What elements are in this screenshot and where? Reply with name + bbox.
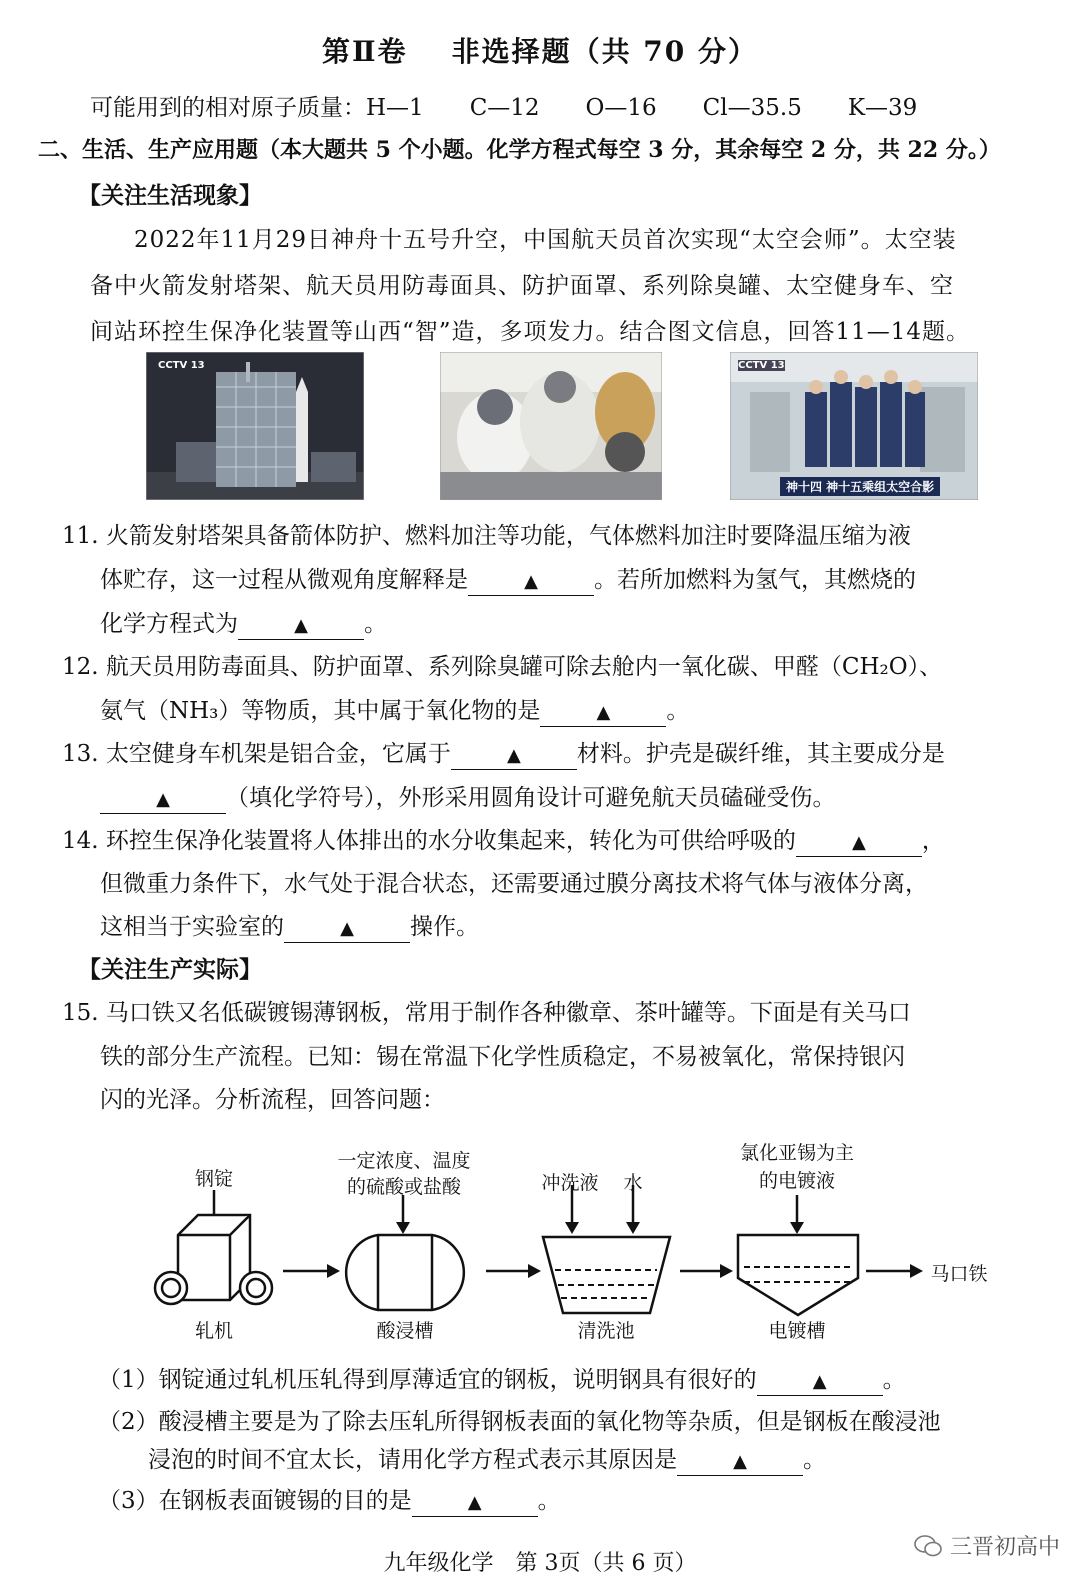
flow-input-plating-line2: 的电镀液 — [758, 1170, 835, 1192]
answer-blank-14a[interactable]: ▲ — [796, 828, 922, 857]
answer-blank-13a[interactable]: ▲ — [451, 741, 577, 770]
q15-line-2: 铁的部分生产流程。已知：锡在常温下化学性质稳定，不易被氧化，常保持银闪 — [100, 1044, 905, 1070]
flow-input-steel-ingot: 钢锭 — [194, 1168, 233, 1190]
photo-launch-tower — [146, 352, 364, 500]
intro-line-3: 间站环控生保净化装置等山西“智”造，多项发力。结合图文信息，回答11—14题。 — [90, 319, 971, 345]
intro-line-1: 2022年11月29日神舟十五号升空，中国航天员首次实现“太空会师”。太空装 — [134, 227, 957, 253]
process-flow-diagram — [0, 1130, 1080, 1360]
q14-line-2: 但微重力条件下，水气处于混合状态，还需要通过膜分离技术将气体与液体分离， — [100, 871, 928, 897]
intro-line-2: 备中火箭发射塔架、航天员用防毒面具、防护面罩、系列除臭罐、太空健身车、空 — [90, 273, 954, 299]
photo-caption: 神十四 神十五乘组太空合影 — [780, 477, 940, 496]
flow-input-water: 水 — [623, 1172, 643, 1194]
flow-output-tinplate: 马口铁 — [930, 1263, 988, 1285]
q11-line-3: 化学方程式为 ▲ 。 — [100, 608, 387, 640]
photo-crew-group — [730, 352, 978, 500]
answer-blank-15-1[interactable]: ▲ — [757, 1367, 883, 1396]
page-footer: 九年级化学 第 3页（共 6 页） — [383, 1551, 697, 1576]
answer-blank-13b[interactable]: ▲ — [100, 785, 226, 814]
section-title — [0, 30, 1080, 70]
q13-line-1: 13. 太空健身车机架是铝合金，它属于 ▲ 材料。护壳是碳纤维，其主要成分是 — [62, 738, 945, 770]
sub1-line: （1）钢锭通过轧机压轧得到厚薄适宜的钢板，说明钢具有很好的 ▲ 。 — [98, 1364, 906, 1396]
section2-header: 二、生活、生产应用题（本大题共 5 个小题。化学方程式每空 3 分，其余每空 2 分，共 22 分。） — [38, 137, 1001, 163]
plating-tank-icon — [738, 1235, 858, 1315]
q13-line-2: ▲ （填化学符号），外形采用圆角设计可避免航天员磕碰受伤。 — [100, 782, 836, 814]
answer-blank-11a[interactable]: ▲ — [468, 567, 594, 596]
flow-input-acid-line2: 的硫酸或盐酸 — [346, 1176, 461, 1198]
flow-unit-plating-tank: 电镀槽 — [768, 1320, 826, 1342]
photo-astronauts-cabin — [440, 352, 662, 500]
title-part1: 第Ⅱ卷 — [321, 35, 408, 68]
sub2-line-1: （2）酸浸槽主要是为了除去压轧所得钢板表面的氧化物等杂质，但是钢板在酸浸池 — [98, 1409, 941, 1435]
q15-line-1: 15. 马口铁又名低碳镀锡薄钢板，常用于制作各种徽章、茶叶罐等。下面是有关马口 — [62, 1000, 911, 1026]
flow-unit-rolling-mill: 轧机 — [194, 1320, 233, 1342]
q12-line-1: 12. 航天员用防毒面具、防护面罩、系列除臭罐可除去舱内一氧化碳、甲醛（CH₂O）、 — [62, 654, 943, 680]
title-part2: 非选择题（共 70 分） — [451, 35, 759, 68]
sub3-line: （3）在钢板表面镀锡的目的是 ▲ 。 — [98, 1485, 561, 1517]
atomic-mass-line: 可能用到的相对原子质量：H—1 C—12 O—16 Cl—35.5 K—39 — [90, 95, 918, 121]
q11-line-2: 体贮存，这一过程从微观角度解释是 ▲ 。若所加燃料为氢气，其燃烧的 — [100, 564, 916, 596]
answer-blank-14b[interactable]: ▲ — [284, 914, 410, 943]
flow-unit-acid-tank: 酸浸槽 — [376, 1320, 434, 1342]
q15-line-3: 闪的光泽。分析流程，回答问题： — [100, 1087, 445, 1113]
sub2-line-2: 浸泡的时间不宜太长，请用化学方程式表示其原因是 ▲ 。 — [148, 1444, 826, 1476]
chat-bubble-icon — [914, 1534, 942, 1558]
flow-input-acid-line1: 一定浓度、温度 — [337, 1150, 471, 1172]
answer-blank-15-3[interactable]: ▲ — [412, 1488, 538, 1517]
cctv-logo: CCTV 13 — [158, 360, 205, 371]
q11-line-1: 11. 火箭发射塔架具备箭体防护、燃料加注等功能，气体燃料加注时要降温压缩为液 — [62, 523, 911, 549]
topic-production: 【关注生产实际】 — [78, 956, 262, 983]
answer-blank-15-2[interactable]: ▲ — [677, 1447, 803, 1476]
cctv-logo-2: CCTV 13 — [738, 360, 785, 371]
q12-line-2: 氨气（NH₃）等物质，其中属于氧化物的是 ▲ 。 — [100, 695, 689, 727]
acid-tank-icon — [346, 1235, 464, 1310]
topic-life: 【关注生活现象】 — [78, 182, 262, 209]
watermark-text: 三晋初高中 — [949, 1535, 1060, 1560]
q14-line-3: 这相当于实验室的 ▲ 操作。 — [100, 911, 479, 943]
flow-unit-washing-pool: 清洗池 — [577, 1320, 635, 1342]
answer-blank-11b[interactable]: ▲ — [238, 611, 364, 640]
flow-input-rinse: 冲洗液 — [541, 1172, 599, 1194]
flow-input-plating-line1: 氯化亚锡为主 — [739, 1142, 854, 1164]
washing-pool-icon — [543, 1237, 670, 1313]
rolling-mill-icon — [155, 1215, 272, 1304]
answer-blank-12[interactable]: ▲ — [540, 698, 666, 727]
q14-line-1: 14. 环控生保净化装置将人体排出的水分收集起来，转化为可供给呼吸的 ▲ ， — [62, 825, 945, 857]
watermark — [914, 1530, 1060, 1561]
